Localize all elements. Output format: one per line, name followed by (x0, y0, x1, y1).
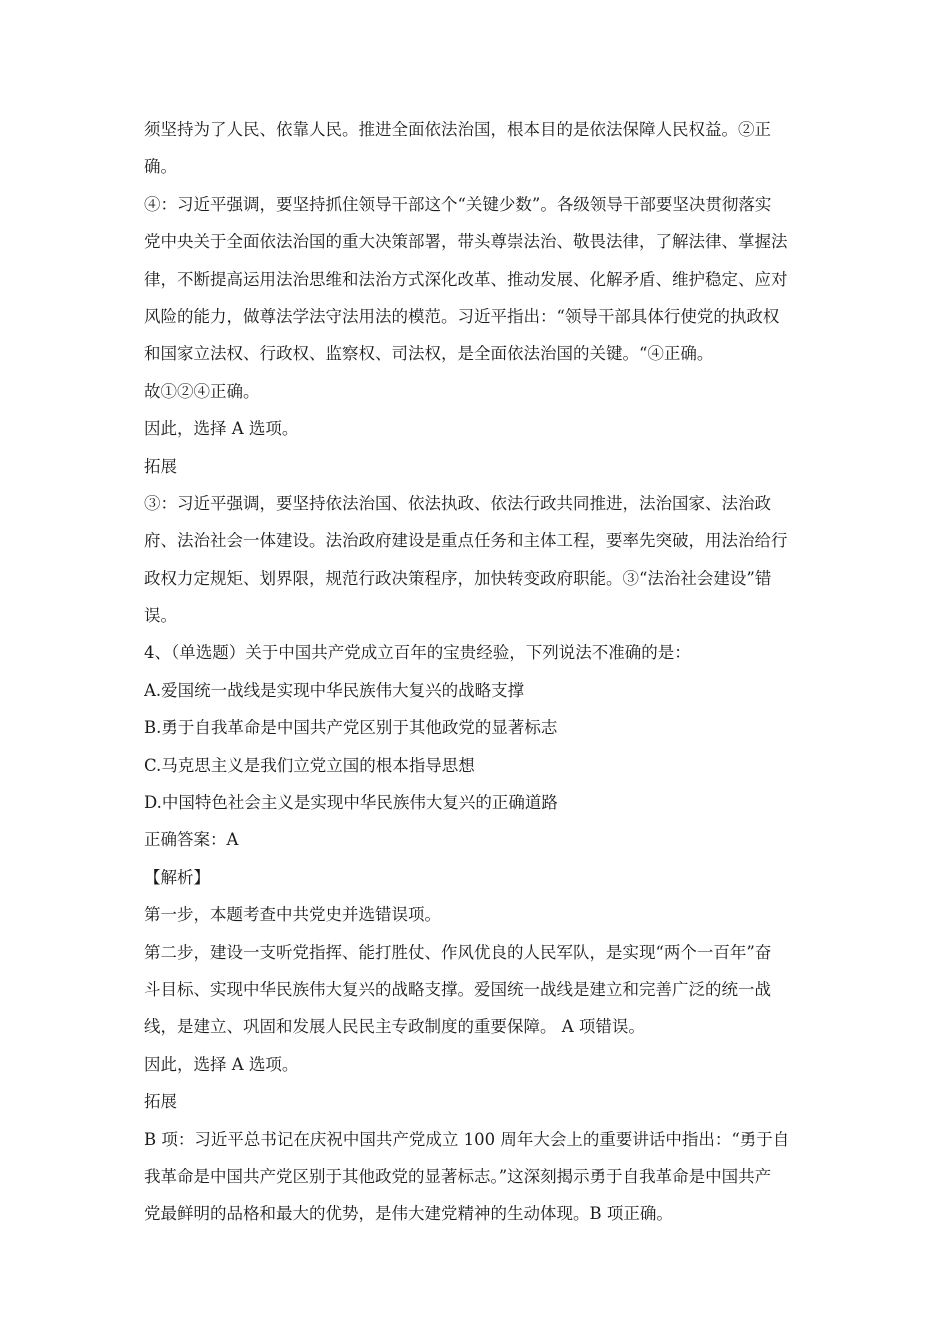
text-line: B 项：习近平总书记在庆祝中国共产党成立 100 周年大会上的重要讲话中指出：“勇于自 (144, 1129, 790, 1149)
text-line: 政权力定规矩、划界限，规范行政决策程序，加快转变政府职能。③“法治社会建设”错 (144, 568, 772, 588)
question-stem: 4、（单选题）关于中国共产党成立百年的宝贵经验，下列说法不准确的是： (144, 643, 691, 663)
text-line: 线，是建立、巩固和发展人民民主专政制度的重要保障。 A 项错误。 (144, 1017, 645, 1037)
text-line: 因此，选择 A 选项。 (144, 419, 299, 439)
text-line: 因此，选择 A 选项。 (144, 1054, 299, 1074)
option-d: D.中国特色社会主义是实现中华民族伟大复兴的正确道路 (144, 793, 558, 813)
text-line: 律，不断提高运用法治思维和法治方式深化改革、推动发展、化解矛盾、维护稳定、应对 (144, 269, 788, 289)
text-line: 府、法治社会一体建设。法治政府建设是重点任务和主体工程，要率先突破，用法治给行 (144, 531, 788, 551)
option-b: B.勇于自我革命是中国共产党区别于其他政党的显著标志 (144, 718, 558, 738)
section-heading: 拓展 (144, 1092, 177, 1112)
text-line: 风险的能力，做尊法学法守法用法的模范。习近平指出：“领导干部具体行使党的执政权 (144, 306, 780, 326)
text-line: 党最鲜明的品格和最大的优势，是伟大建党精神的生动体现。B 项正确。 (144, 1204, 673, 1224)
text-line: 确。 (144, 157, 177, 177)
text-line: ③：习近平强调，要坚持依法治国、依法执政、依法行政共同推进，法治国家、法治政 (144, 493, 771, 513)
text-line: 故①②④正确。 (144, 381, 260, 401)
option-a: A.爱国统一战线是实现中华民族伟大复兴的战略支撑 (144, 680, 525, 700)
text-line: 和国家立法权、行政权、监察权、司法权，是全面依法治国的关键。“④正确。 (144, 344, 714, 364)
option-c: C.马克思主义是我们立党立国的根本指导思想 (144, 755, 475, 775)
text-line: ④：习近平强调，要坚持抓住领导干部这个“关键少数”。各级领导干部要坚决贯彻落实 (144, 194, 772, 214)
text-line: 我革命是中国共产党区别于其他政党的显著标志。”这深刻揭示勇于自我革命是中国共产 (144, 1166, 772, 1186)
text-line: 第一步，本题考查中共党史并选错误项。 (144, 905, 441, 925)
correct-answer: 正确答案：A (144, 830, 239, 850)
section-heading: 拓展 (144, 456, 177, 476)
text-line: 误。 (144, 606, 177, 626)
analysis-heading: 【解析】 (144, 867, 210, 887)
text-line: 党中央关于全面依法治国的重大决策部署，带头尊崇法治、敬畏法律，了解法律、掌握法 (144, 232, 788, 252)
document-body (144, 111, 816, 1233)
text-line: 须坚持为了人民、依靠人民。推进全面依法治国，根本目的是依法保障人民权益。②正 (144, 120, 771, 139)
text-line: 斗目标、实现中华民族伟大复兴的战略支撑。爱国统一战线是建立和完善广泛的统一战 (144, 979, 771, 999)
text-line: 第二步，建设一支听党指挥、能打胜仗、作风优良的人民军队，是实现“两个一百年”奋 (144, 942, 772, 962)
